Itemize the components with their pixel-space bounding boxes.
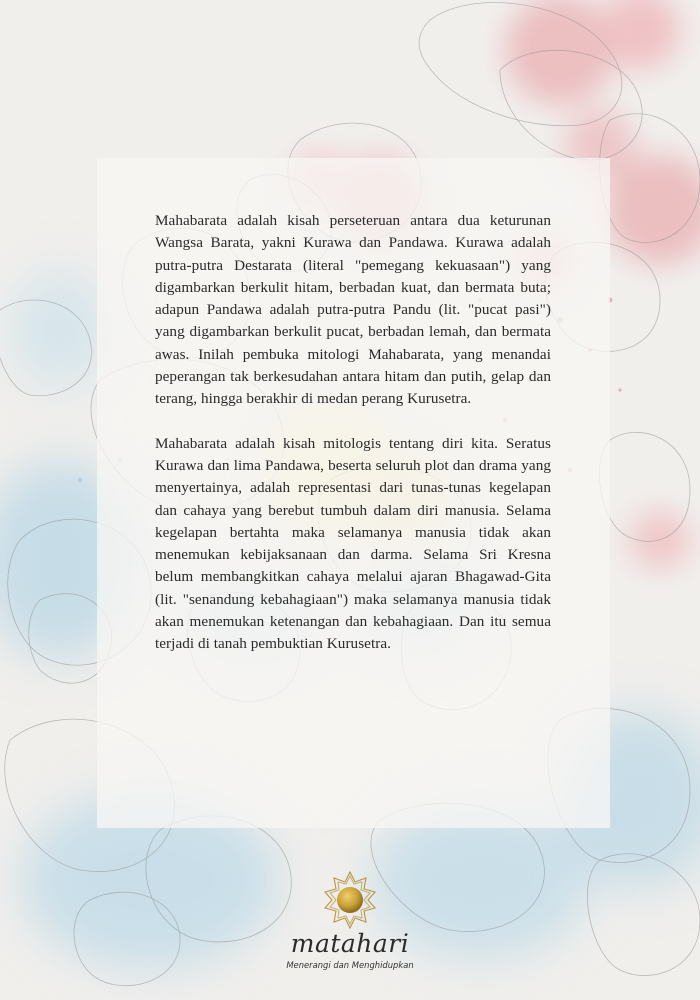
paragraph-2: Mahabarata adalah kisah mitologis tentang diri kita. Seratus Kurawa dan lima Pandawa, beserta seluruh plot dan drama yang menyertainya, adalah representasi dari tunas-tunas kegelapan dan cahaya yang berebut tumbuh dalam diri manusia. Selama kegelapan bertahta maka selamanya manusia tidak akan menemukan kebijaksanaan dan darma. Selama Sri Kresna belum membangkitkan cahaya melalui ajaran Bhagawad-Gita (lit. "senandung kebahagiaan") maka selamanya manusia tidak akan menemukan ketenangan dan kebahagiaan. Dan itu semua terjadi di tanah pembuktian Kurusetra.	[155, 434, 551, 653]
body-text	[155, 210, 551, 678]
paragraph-1: Mahabarata adalah kisah perseteruan antara dua keturunan Wangsa Barata, yakni Kurawa dan Pandawa. Kurawa adalah putra-putra Destarata (literal "pemegang kekuasaan") yang digambarkan berkulit hitam, berbadan kuat, dan bermata buta; adapun Pandawa adalah putra-putra Pandu (lit. "pucat pasi") yang digambarkan berkulit pucat, berbadan lemah, dan bermata awas. Inilah pembuka mitologi Mahabarata, yang menandai peperangan tak berkesudahan antara hitam dan putih, gelap dan terang, hingga berakhir di medan perang Kurusetra.	[155, 212, 551, 408]
sun-icon	[320, 870, 380, 930]
logo-tagline: Menerangi dan Menghidupkan	[286, 960, 414, 970]
logo-name: matahari	[290, 929, 410, 958]
matahari-logo	[270, 870, 430, 980]
